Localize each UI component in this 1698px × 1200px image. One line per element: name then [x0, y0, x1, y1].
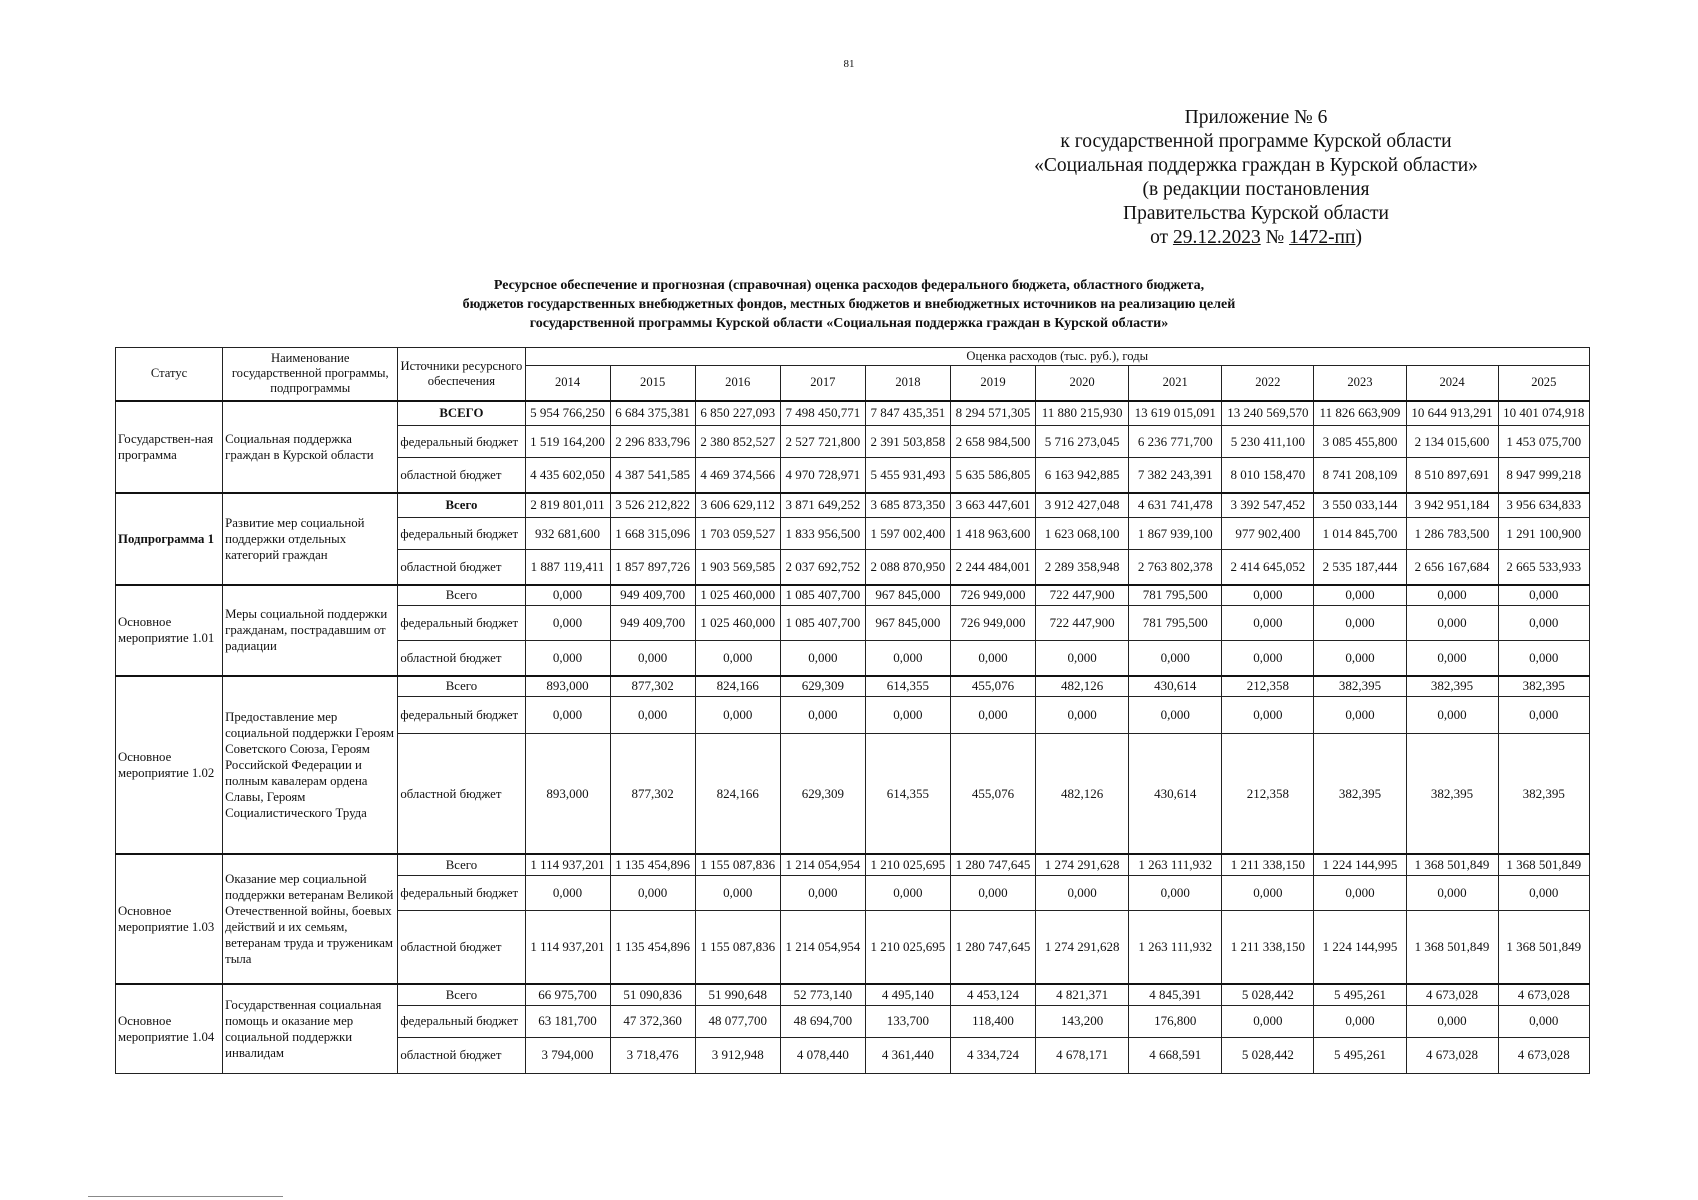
value-cell: 877,302: [610, 734, 695, 855]
value-cell: 0,000: [950, 876, 1035, 911]
source-cell: федеральный бюджет: [398, 518, 525, 550]
value-cell: 0,000: [1129, 641, 1222, 676]
value-cell: 722 447,900: [1036, 585, 1129, 606]
value-cell: 7 847 435,351: [865, 401, 950, 426]
value-cell: 1 368 501,849: [1498, 854, 1589, 875]
value-cell: 0,000: [695, 697, 780, 734]
source-cell: Всего: [398, 676, 525, 697]
table-row: [116, 854, 1590, 875]
value-cell: 482,126: [1036, 734, 1129, 855]
status-cell: Государствен-ная программа: [116, 401, 223, 493]
appendix-suffix: ): [1355, 227, 1362, 248]
value-cell: 4 435 602,050: [525, 458, 610, 493]
value-cell: 2 763 802,378: [1129, 550, 1222, 585]
value-cell: 0,000: [1406, 1006, 1498, 1038]
value-cell: 3 794,000: [525, 1037, 610, 1073]
value-cell: 7 382 243,391: [1129, 458, 1222, 493]
status-cell: Основное мероприятие 1.04: [116, 984, 223, 1073]
heading-line: бюджетов государственных внебюджетных фондов, местных бюджетов и внебюджетных источников на реализацию целей: [462, 297, 1236, 312]
value-cell: 967 845,000: [865, 606, 950, 641]
value-cell: 2 414 645,052: [1222, 550, 1314, 585]
value-cell: 6 684 375,381: [610, 401, 695, 426]
value-cell: 212,358: [1222, 676, 1314, 697]
table-row: [116, 493, 1590, 518]
status-cell: Основное мероприятие 1.01: [116, 585, 223, 676]
value-cell: 11 880 215,930: [1036, 401, 1129, 426]
source-cell: Всего: [398, 585, 525, 606]
value-cell: 0,000: [610, 697, 695, 734]
heading-line: государственной программы Курской области «Социальная поддержка граждан в Курской области»: [529, 316, 1169, 331]
value-cell: 1 211 338,150: [1222, 910, 1314, 984]
value-cell: 382,395: [1406, 676, 1498, 697]
value-cell: 0,000: [1314, 876, 1406, 911]
value-cell: 4 453,124: [950, 984, 1035, 1005]
value-cell: 5 028,442: [1222, 1037, 1314, 1073]
value-cell: 5 635 586,805: [950, 458, 1035, 493]
program-name-cell: Меры социальной поддержки гражданам, пострадавшим от радиации: [223, 585, 398, 676]
value-cell: 5 495,261: [1314, 1037, 1406, 1073]
value-cell: 0,000: [1406, 876, 1498, 911]
value-cell: 3 718,476: [610, 1037, 695, 1073]
value-cell: 0,000: [1314, 585, 1406, 606]
value-cell: 3 392 547,452: [1222, 493, 1314, 518]
value-cell: 0,000: [1222, 585, 1314, 606]
value-cell: 614,355: [865, 676, 950, 697]
value-cell: 0,000: [1498, 697, 1589, 734]
value-cell: 1 224 144,995: [1314, 854, 1406, 875]
value-cell: 0,000: [865, 641, 950, 676]
value-cell: 0,000: [1498, 606, 1589, 641]
value-cell: 2 656 167,684: [1406, 550, 1498, 585]
table-row: [116, 401, 1590, 426]
value-cell: 8 010 158,470: [1222, 458, 1314, 493]
value-cell: 0,000: [1036, 876, 1129, 911]
value-cell: 482,126: [1036, 676, 1129, 697]
value-cell: 4 673,028: [1406, 984, 1498, 1005]
table-heading: [300, 276, 1398, 333]
value-cell: 0,000: [1222, 1006, 1314, 1038]
header-status: Статус: [116, 348, 223, 401]
value-cell: 1 085 407,700: [780, 585, 865, 606]
value-cell: 0,000: [1222, 697, 1314, 734]
value-cell: 1 210 025,695: [865, 854, 950, 875]
year-header: 2021: [1129, 366, 1222, 401]
value-cell: 0,000: [780, 641, 865, 676]
value-cell: 893,000: [525, 676, 610, 697]
value-cell: 1 368 501,849: [1498, 910, 1589, 984]
value-cell: 1 703 059,527: [695, 518, 780, 550]
value-cell: 118,400: [950, 1006, 1035, 1038]
value-cell: 0,000: [1314, 1006, 1406, 1038]
value-cell: 1 291 100,900: [1498, 518, 1589, 550]
value-cell: 1 280 747,645: [950, 910, 1035, 984]
value-cell: 0,000: [1129, 876, 1222, 911]
year-header: 2016: [695, 366, 780, 401]
value-cell: 2 527 721,800: [780, 426, 865, 458]
value-cell: 2 658 984,500: [950, 426, 1035, 458]
value-cell: 1 014 845,700: [1314, 518, 1406, 550]
value-cell: 4 678,171: [1036, 1037, 1129, 1073]
program-name-cell: Развитие мер социальной поддержки отдельных категорий граждан: [223, 493, 398, 585]
value-cell: 2 244 484,001: [950, 550, 1035, 585]
value-cell: 4 334,724: [950, 1037, 1035, 1073]
budget-table: [115, 347, 1590, 1074]
value-cell: 722 447,900: [1036, 606, 1129, 641]
value-cell: 893,000: [525, 734, 610, 855]
value-cell: 6 236 771,700: [1129, 426, 1222, 458]
value-cell: 1 903 569,585: [695, 550, 780, 585]
source-cell: федеральный бюджет: [398, 1006, 525, 1038]
value-cell: 967 845,000: [865, 585, 950, 606]
value-cell: 3 956 634,833: [1498, 493, 1589, 518]
value-cell: 781 795,500: [1129, 585, 1222, 606]
value-cell: 824,166: [695, 676, 780, 697]
value-cell: 1 214 054,954: [780, 910, 865, 984]
value-cell: 1 135 454,896: [610, 910, 695, 984]
value-cell: 1 224 144,995: [1314, 910, 1406, 984]
year-header: 2020: [1036, 366, 1129, 401]
value-cell: 1 857 897,726: [610, 550, 695, 585]
year-header: 2022: [1222, 366, 1314, 401]
value-cell: 382,395: [1498, 676, 1589, 697]
value-cell: 5 230 411,100: [1222, 426, 1314, 458]
year-header: 2024: [1406, 366, 1498, 401]
value-cell: 4 970 728,971: [780, 458, 865, 493]
table-body: [116, 401, 1590, 1074]
value-cell: 48 077,700: [695, 1006, 780, 1038]
value-cell: 5 028,442: [1222, 984, 1314, 1005]
year-header: 2015: [610, 366, 695, 401]
value-cell: 0,000: [950, 641, 1035, 676]
heading-line: Ресурсное обеспечение и прогнозная (справочная) оценка расходов федерального бюджета, областного бюджета,: [493, 278, 1205, 293]
header-name: Наименование государственной программы, подпрограммы: [223, 348, 398, 401]
value-cell: 3 085 455,800: [1314, 426, 1406, 458]
value-cell: 614,355: [865, 734, 950, 855]
source-cell: Всего: [398, 984, 525, 1005]
value-cell: 6 850 227,093: [695, 401, 780, 426]
value-cell: 0,000: [1222, 606, 1314, 641]
program-name-cell: Социальная поддержка граждан в Курской области: [223, 401, 398, 493]
year-header: 2014: [525, 366, 610, 401]
value-cell: 66 975,700: [525, 984, 610, 1005]
value-cell: 0,000: [865, 697, 950, 734]
value-cell: 7 498 450,771: [780, 401, 865, 426]
value-cell: 4 631 741,478: [1129, 493, 1222, 518]
source-cell: областной бюджет: [398, 458, 525, 493]
value-cell: 4 668,591: [1129, 1037, 1222, 1073]
value-cell: 1 263 111,932: [1129, 854, 1222, 875]
value-cell: 949 409,700: [610, 606, 695, 641]
value-cell: 5 455 931,493: [865, 458, 950, 493]
value-cell: 0,000: [1314, 606, 1406, 641]
value-cell: 1 114 937,201: [525, 854, 610, 875]
value-cell: 0,000: [1406, 641, 1498, 676]
year-header: 2018: [865, 366, 950, 401]
value-cell: 0,000: [1498, 585, 1589, 606]
value-cell: 4 469 374,566: [695, 458, 780, 493]
value-cell: 2 134 015,600: [1406, 426, 1498, 458]
value-cell: 977 902,400: [1222, 518, 1314, 550]
program-name-cell: Государственная социальная помощь и оказание мер социальной поддержки инвалидам: [223, 984, 398, 1073]
value-cell: 0,000: [1406, 697, 1498, 734]
value-cell: 2 296 833,796: [610, 426, 695, 458]
year-header: 2017: [780, 366, 865, 401]
value-cell: 5 716 273,045: [1036, 426, 1129, 458]
value-cell: 932 681,600: [525, 518, 610, 550]
value-cell: 0,000: [1498, 641, 1589, 676]
value-cell: 1 085 407,700: [780, 606, 865, 641]
value-cell: 1 453 075,700: [1498, 426, 1589, 458]
source-cell: областной бюджет: [398, 641, 525, 676]
value-cell: 382,395: [1498, 734, 1589, 855]
value-cell: 0,000: [780, 697, 865, 734]
value-cell: 0,000: [1222, 641, 1314, 676]
value-cell: 48 694,700: [780, 1006, 865, 1038]
table-row: [116, 984, 1590, 1005]
source-cell: федеральный бюджет: [398, 876, 525, 911]
value-cell: 52 773,140: [780, 984, 865, 1005]
decree-number: 1472-пп: [1289, 227, 1356, 248]
value-cell: 143,200: [1036, 1006, 1129, 1038]
appendix-number-sign: №: [1260, 227, 1290, 248]
year-header: 2023: [1314, 366, 1406, 401]
value-cell: 455,076: [950, 676, 1035, 697]
appendix-line: Приложение № 6: [1184, 107, 1328, 128]
value-cell: 0,000: [1406, 606, 1498, 641]
value-cell: 4 673,028: [1498, 1037, 1589, 1073]
value-cell: 1 867 939,100: [1129, 518, 1222, 550]
scan-artifact: [88, 1196, 283, 1197]
value-cell: 1 519 164,200: [525, 426, 610, 458]
value-cell: 0,000: [1498, 876, 1589, 911]
value-cell: 1 210 025,695: [865, 910, 950, 984]
value-cell: 877,302: [610, 676, 695, 697]
value-cell: 10 401 074,918: [1498, 401, 1589, 426]
status-cell: Основное мероприятие 1.02: [116, 676, 223, 855]
value-cell: 4 673,028: [1498, 984, 1589, 1005]
value-cell: 0,000: [1498, 1006, 1589, 1038]
appendix-line: [976, 226, 1536, 250]
value-cell: 726 949,000: [950, 585, 1035, 606]
value-cell: 3 912,948: [695, 1037, 780, 1073]
value-cell: 1 833 956,500: [780, 518, 865, 550]
value-cell: 13 619 015,091: [1129, 401, 1222, 426]
value-cell: 1 887 119,411: [525, 550, 610, 585]
value-cell: 3 912 427,048: [1036, 493, 1129, 518]
value-cell: 0,000: [695, 876, 780, 911]
value-cell: 1 274 291,628: [1036, 854, 1129, 875]
source-cell: Всего: [398, 493, 525, 518]
value-cell: 5 495,261: [1314, 984, 1406, 1005]
value-cell: 1 155 087,836: [695, 854, 780, 875]
value-cell: 6 163 942,885: [1036, 458, 1129, 493]
appendix-line: к государственной программе Курской области: [1060, 131, 1452, 152]
value-cell: 5 954 766,250: [525, 401, 610, 426]
value-cell: 3 663 447,601: [950, 493, 1035, 518]
value-cell: 1 368 501,849: [1406, 910, 1498, 984]
value-cell: 11 826 663,909: [1314, 401, 1406, 426]
value-cell: 1 211 338,150: [1222, 854, 1314, 875]
header-source: Источники ресурсного обеспечения: [398, 348, 525, 401]
source-cell: федеральный бюджет: [398, 606, 525, 641]
value-cell: 629,309: [780, 676, 865, 697]
value-cell: 4 361,440: [865, 1037, 950, 1073]
value-cell: 1 368 501,849: [1406, 854, 1498, 875]
year-header: 2019: [950, 366, 1035, 401]
value-cell: 1 135 454,896: [610, 854, 695, 875]
value-cell: 382,395: [1406, 734, 1498, 855]
source-cell: областной бюджет: [398, 734, 525, 855]
value-cell: 824,166: [695, 734, 780, 855]
source-cell: Всего: [398, 854, 525, 875]
value-cell: 1 597 002,400: [865, 518, 950, 550]
value-cell: 0,000: [1314, 641, 1406, 676]
value-cell: 430,614: [1129, 734, 1222, 855]
value-cell: 4 845,391: [1129, 984, 1222, 1005]
value-cell: 1 214 054,954: [780, 854, 865, 875]
value-cell: 2 819 801,011: [525, 493, 610, 518]
value-cell: 2 535 187,444: [1314, 550, 1406, 585]
value-cell: 0,000: [525, 697, 610, 734]
value-cell: 1 274 291,628: [1036, 910, 1129, 984]
value-cell: 629,309: [780, 734, 865, 855]
value-cell: 1 025 460,000: [695, 606, 780, 641]
value-cell: 212,358: [1222, 734, 1314, 855]
value-cell: 3 871 649,252: [780, 493, 865, 518]
value-cell: 4 387 541,585: [610, 458, 695, 493]
value-cell: 0,000: [865, 876, 950, 911]
value-cell: 4 821,371: [1036, 984, 1129, 1005]
value-cell: 0,000: [695, 641, 780, 676]
status-cell: Основное мероприятие 1.03: [116, 854, 223, 984]
value-cell: 949 409,700: [610, 585, 695, 606]
source-cell: областной бюджет: [398, 550, 525, 585]
value-cell: 3 526 212,822: [610, 493, 695, 518]
program-name-cell: Оказание мер социальной поддержки ветеранам Великой Отечественной войны, боевых действий и их семьям, ветеранам труда и труженикам тыла: [223, 854, 398, 984]
source-cell: областной бюджет: [398, 910, 525, 984]
value-cell: 51 990,648: [695, 984, 780, 1005]
value-cell: 1 263 111,932: [1129, 910, 1222, 984]
value-cell: 2 380 852,527: [695, 426, 780, 458]
value-cell: 0,000: [525, 876, 610, 911]
value-cell: 1 155 087,836: [695, 910, 780, 984]
value-cell: 63 181,700: [525, 1006, 610, 1038]
value-cell: 0,000: [610, 876, 695, 911]
value-cell: 0,000: [950, 697, 1035, 734]
value-cell: 0,000: [780, 876, 865, 911]
value-cell: 382,395: [1314, 734, 1406, 855]
value-cell: 2 391 503,858: [865, 426, 950, 458]
value-cell: 1 114 937,201: [525, 910, 610, 984]
value-cell: 1 025 460,000: [695, 585, 780, 606]
program-name-cell: Предоставление мер социальной поддержки Героям Советского Союза, Героям Российской Федерации и полным кавалерам ордена Славы, Героям Социалистического Труда: [223, 676, 398, 855]
value-cell: 0,000: [610, 641, 695, 676]
value-cell: 8 510 897,691: [1406, 458, 1498, 493]
appendix-line: «Социальная поддержка граждан в Курской области»: [1034, 155, 1478, 176]
value-cell: 3 942 951,184: [1406, 493, 1498, 518]
source-cell: ВСЕГО: [398, 401, 525, 426]
value-cell: 0,000: [1036, 697, 1129, 734]
value-cell: 382,395: [1314, 676, 1406, 697]
value-cell: 0,000: [525, 641, 610, 676]
source-cell: федеральный бюджет: [398, 426, 525, 458]
value-cell: 2 088 870,950: [865, 550, 950, 585]
value-cell: 8 947 999,218: [1498, 458, 1589, 493]
appendix-block: [976, 106, 1536, 250]
value-cell: 430,614: [1129, 676, 1222, 697]
value-cell: 2 665 533,933: [1498, 550, 1589, 585]
value-cell: 8 741 208,109: [1314, 458, 1406, 493]
value-cell: 1 280 747,645: [950, 854, 1035, 875]
value-cell: 2 037 692,752: [780, 550, 865, 585]
value-cell: 4 673,028: [1406, 1037, 1498, 1073]
value-cell: 10 644 913,291: [1406, 401, 1498, 426]
source-cell: федеральный бюджет: [398, 697, 525, 734]
value-cell: 51 090,836: [610, 984, 695, 1005]
header-estimate: Оценка расходов (тыс. руб.), годы: [525, 348, 1590, 366]
value-cell: 1 623 068,100: [1036, 518, 1129, 550]
value-cell: 0,000: [1129, 697, 1222, 734]
value-cell: 13 240 569,570: [1222, 401, 1314, 426]
value-cell: 133,700: [865, 1006, 950, 1038]
value-cell: 781 795,500: [1129, 606, 1222, 641]
value-cell: 3 550 033,144: [1314, 493, 1406, 518]
value-cell: 0,000: [1036, 641, 1129, 676]
page-number: 81: [843, 58, 855, 70]
value-cell: 3 606 629,112: [695, 493, 780, 518]
value-cell: 1 668 315,096: [610, 518, 695, 550]
appendix-line: Правительства Курской области: [1122, 203, 1389, 224]
value-cell: 176,800: [1129, 1006, 1222, 1038]
source-cell: областной бюджет: [398, 1037, 525, 1073]
value-cell: 1 286 783,500: [1406, 518, 1498, 550]
value-cell: 4 078,440: [780, 1037, 865, 1073]
value-cell: 47 372,360: [610, 1006, 695, 1038]
value-cell: 0,000: [1314, 697, 1406, 734]
table-row: [116, 585, 1590, 606]
value-cell: 4 495,140: [865, 984, 950, 1005]
value-cell: 1 418 963,600: [950, 518, 1035, 550]
status-cell: Подпрограмма 1: [116, 493, 223, 585]
value-cell: 455,076: [950, 734, 1035, 855]
value-cell: 3 685 873,350: [865, 493, 950, 518]
value-cell: 0,000: [1222, 876, 1314, 911]
year-header: 2025: [1498, 366, 1589, 401]
table-row: [116, 676, 1590, 697]
decree-date: 29.12.2023: [1172, 227, 1261, 248]
value-cell: 0,000: [525, 606, 610, 641]
value-cell: 726 949,000: [950, 606, 1035, 641]
value-cell: 8 294 571,305: [950, 401, 1035, 426]
value-cell: 0,000: [525, 585, 610, 606]
value-cell: 0,000: [1406, 585, 1498, 606]
value-cell: 2 289 358,948: [1036, 550, 1129, 585]
appendix-prefix: от: [1150, 227, 1173, 248]
appendix-line: (в редакции постановления: [1142, 179, 1370, 200]
